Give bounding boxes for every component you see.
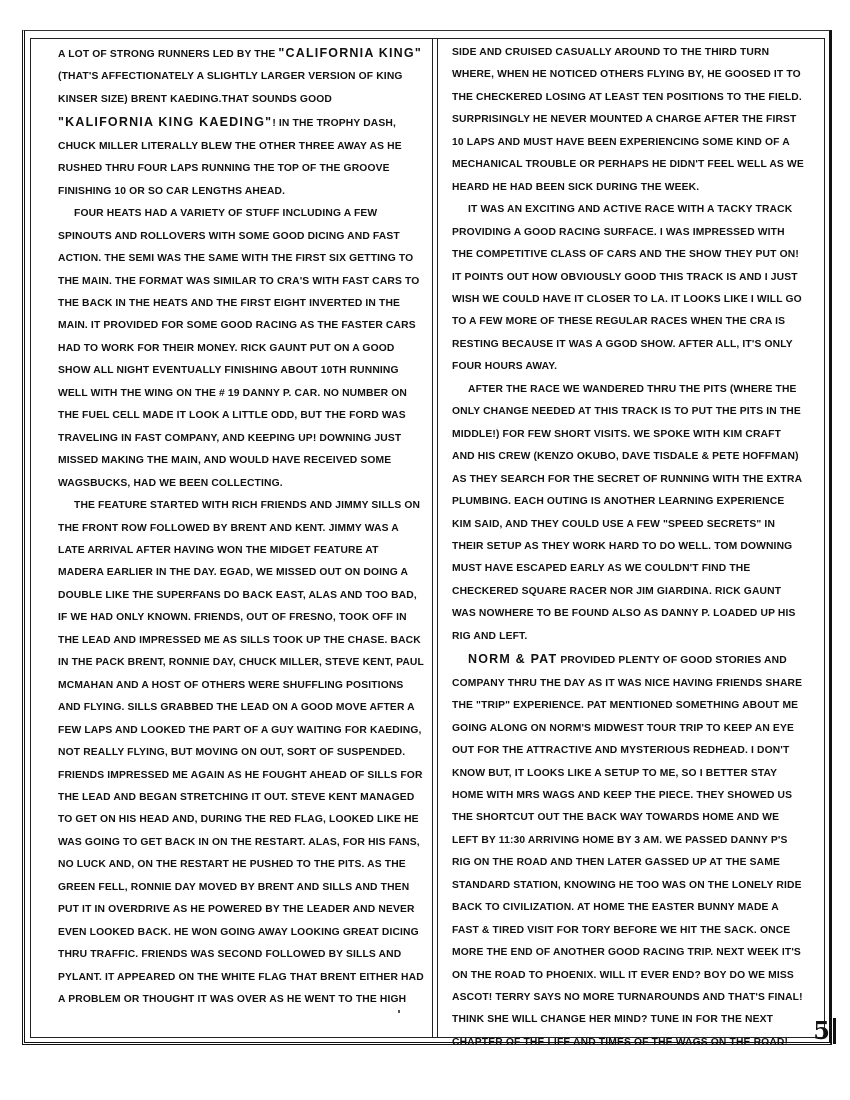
highlighted-name: "CALIFORNIA KING": [278, 46, 422, 60]
print-speck: [398, 1010, 400, 1013]
column-divider: [432, 38, 438, 1038]
article-paragraph: [452, 648, 804, 1054]
highlighted-name: NORM & PAT: [468, 652, 558, 667]
page-number: 5: [813, 1018, 836, 1044]
paragraph-text: FOUR HEATS HAD A VARIETY OF STUFF INCLUDING A FEW SPINOUTS AND ROLLOVERS WITH SOME GOOD DICING AND FAST ACTION. THE SEMI WAS THE SAME WITH THE FIRST SIX GETTING TO THE MAIN. THE FORMAT WAS SIMILAR TO CRA'S WITH FAST CARS TO THE BACK IN THE HEATS AND THE FIRST EIGHT INVERTED IN THE MAIN. IT PROVIDED FOR SOME GOOD RACING AS THE FASTER CARS HAD TO WORK FOR THEIR MONEY. RICK GAUNT PUT ON A GOOD SHOW ALL NIGHT EVENTUALLY FINISHING ABOUT 10TH RUNNING WELL WITH THE WING ON THE # 19 DANNY P. CAR. NO NUMBER ON THE FUEL CELL MADE IT LOOK A LITTLE ODD, BUT THE FORD WAS TRAVELING IN FAST COMPANY, AND KEEPING UP! DOWNING JUST MISSED MAKING THE MAIN, AND WOULD HAVE RECEIVED SOME WAGSBUCKS, HAD WE BEEN COLLECTING.: [58, 208, 420, 489]
article-paragraph: [58, 203, 426, 495]
paragraph-text: AFTER THE RACE WE WANDERED THRU THE PITS (WHERE THE ONLY CHANGE NEEDED AT THIS TRACK IS TO PUT THE PITS IN THE MIDDLE!) FOR FEW SHORT VISITS. WE SPOKE WITH KIM CRAFT AND HIS CREW (KENZO OKUBO, DAVE TISDALE & PETE HOFFMAN) AS THEY SEARCH FOR THE SECRET OF RUNNING WITH THE EXTRA PLUMBING. EACH OUTING IS ANOTHER LEARNING EXPERIENCE KIM SAID, AND THEY COULD USE A FEW "SPEED SECRETS" IN THEIR SETUP AS THEY WORK HARD TO DO WELL. TOM DOWNING MUST HAVE ESCAPED EARLY AS WE COULDN'T FIND THE CHECKERED SQUARE RACER NOR JIM GIARDINA. RICK GAUNT WAS NOWHERE TO BE FOUND ALSO AS DANNY P. LOADED UP HIS RIG AND LEFT.: [452, 383, 802, 642]
article-paragraph: [452, 42, 804, 199]
highlighted-name: "KALIFORNIA KING KAEDING": [58, 115, 273, 130]
article-paragraph: [452, 379, 804, 648]
left-column: [58, 42, 426, 1032]
right-column: [452, 42, 804, 1048]
paragraph-text: (THAT'S AFFECTIONATELY A SLIGHTLY LARGER VERSION OF KING KINSER SIZE) BRENT KAEDING.THAT SOUNDS GOOD: [58, 71, 403, 105]
article-paragraph: [452, 199, 804, 379]
paragraph-text: SIDE AND CRUISED CASUALLY AROUND TO THE THIRD TURN WHERE, WHEN HE NOTICED OTHERS FLYING BY, HE GOOSED IT TO THE CHECKERED LOSING AT LEAST TEN POSITIONS TO THE FIELD. SURPRISINGLY HE NEVER MOUNTED A CHARGE AFTER THE FIRST 10 LAPS AND MUST HAVE BEEN EXPERIENCING SOME KIND OF A MECHANICAL TROUBLE OR PERHAPS HE DIDN'T FEEL WELL AS WE HEARD HE HAD BEEN SICK DURING THE WEEK.: [452, 47, 804, 193]
paragraph-text: PROVIDED PLENTY OF GOOD STORIES AND COMPANY THRU THE DAY AS IT WAS NICE HAVING FRIENDS SHARE THE "TRIP" EXPERIENCE. PAT MENTIONED SOMETHING ABOUT ME GOING ALONG ON NORM'S MIDWEST TOUR TRIP TO KEEP AN EYE OUT FOR THE ATTRACTIVE AND MYSTERIOUS REDHEAD. I DON'T KNOW BUT, IT LOOKS LIKE A SETUP TO ME, SO I BETTER STAY HOME WITH MRS WAGS AND KEEP THE PIECE. THEY SHOWED US THE SHORTCUT OUT THE BACK WAY TOWARDS HOME AND WE LEFT BY 11:30 ARRIVING HOME BY 3 AM. WE PASSED DANNY P'S RIG ON THE ROAD AND THEN LATER GASSED UP AT THE SAME STANDARD STATION, KNOWING HE TOO WAS ON THE LONELY RIDE BACK TO CIVILIZATION. AT HOME THE EASTER BUNNY MADE A FAST & TIRED VISIT FOR TORY BEFORE WE HIT THE SACK. ONCE MORE THE END OF ANOTHER GOOD RACING TRIP. NEXT WEEK IT'S ON THE ROAD TO PHOENIX. WILL IT EVER END? BOY DO WE MISS ASCOT! TERRY SAYS NO MORE TURNAROUNDS AND THAT'S FINAL! THINK SHE WILL CHANGE HER MIND? TUNE IN FOR THE NEXT CHAPTER OF THE LIFE AND TIMES OF THE WAGS ON THE ROAD!: [452, 655, 803, 1048]
paragraph-text: ! IN THE TROPHY DASH, CHUCK MILLER LITERALLY BLEW THE OTHER THREE AWAY AS HE RUSHED THRU FOUR LAPS RUNNING THE TOP OF THE GROOVE FINISHING 10 OR SO CAR LENGTHS AHEAD.: [58, 118, 402, 197]
article-paragraph: [58, 495, 426, 1011]
paragraph-text: A LOT OF STRONG RUNNERS LED BY THE: [58, 49, 279, 60]
paragraph-text: IT WAS AN EXCITING AND ACTIVE RACE WITH A TACKY TRACK PROVIDING A GOOD RACING SURFACE. I WAS IMPRESSED WITH THE COMPETITIVE CLASS OF CARS AND THE SHOW THEY PUT ON! IT POINTS OUT HOW OBVIOUSLY GOOD THIS TRACK IS AND I JUST WISH WE COULD HAVE IT CLOSER TO LA. IT LOOKS LIKE I WILL GO TO A FEW MORE OF THESE REGULAR RACES WHEN THE CRA IS RESTING BECAUSE IT WAS A GGOD SHOW. AFTER ALL, IT'S ONLY FOUR HOURS AWAY.: [452, 204, 802, 373]
article-paragraph: [58, 42, 426, 203]
paragraph-text: THE FEATURE STARTED WITH RICH FRIENDS AND JIMMY SILLS ON THE FRONT ROW FOLLOWED BY BRENT AND KENT. JIMMY WAS A LATE ARRIVAL AFTER HAVING WON THE MIDGET FEATURE AT MADERA EARLIER IN THE DAY. EGAD, WE MISSED OUT ON DOING A DOUBLE LIKE THE SUPERFANS DO BACK EAST, ALAS AND TOO BAD, IF WE HAD ONLY KNOWN. FRIENDS, OUT OF FRESNO, TOOK OFF IN THE LEAD AND IMPRESSED ME AS SILLS TOOK UP THE CHASE. BACK IN THE PACK BRENT, RONNIE DAY, CHUCK MILLER, STEVE KENT, PAUL MCMAHAN AND A HOST OF OTHERS WERE SHUFFLING POSITIONS AND FLYING. SILLS GRABBED THE LEAD ON A GOOD MOVE AFTER A FEW LAPS AND LOOKED THE PART OF A GUY WAITING FOR KAEDING, NOT REALLY FLYING, BUT MOVING ON OUT, SORT OF SUSPENDED. FRIENDS IMPRESSED ME AGAIN AS HE FOUGHT AHEAD OF SILLS FOR THE LEAD AND BEGAN STRETCHING IT OUT. STEVE KENT MANAGED TO GET ON HIS HEAD AND, DURING THE RED FLAG, LOOKED LIKE HE WAS GOING TO GET BACK IN ON THE RESTART. ALAS, FOR HIS FANS, NO LUCK AND, ON THE RESTART HE PUSHED TO THE PITS. AS THE GREEN FELL, RONNIE DAY MOVED BY BRENT AND SILLS AND THEN PUT IT IN OVERDRIVE AS HE POWERED BY THE LEADER AND NEVER EVEN LOOKED BACK. HE WON GOING AWAY LOOKING GREAT DICING THRU TRAFFIC. FRIENDS WAS SECOND FOLLOWED BY SILLS AND PYLANT. IT APPEARED ON THE WHITE FLAG THAT BRENT EITHER HAD A PROBLEM OR THOUGHT IT WAS OVER AS HE WENT TO THE HIGH: [58, 500, 424, 1006]
